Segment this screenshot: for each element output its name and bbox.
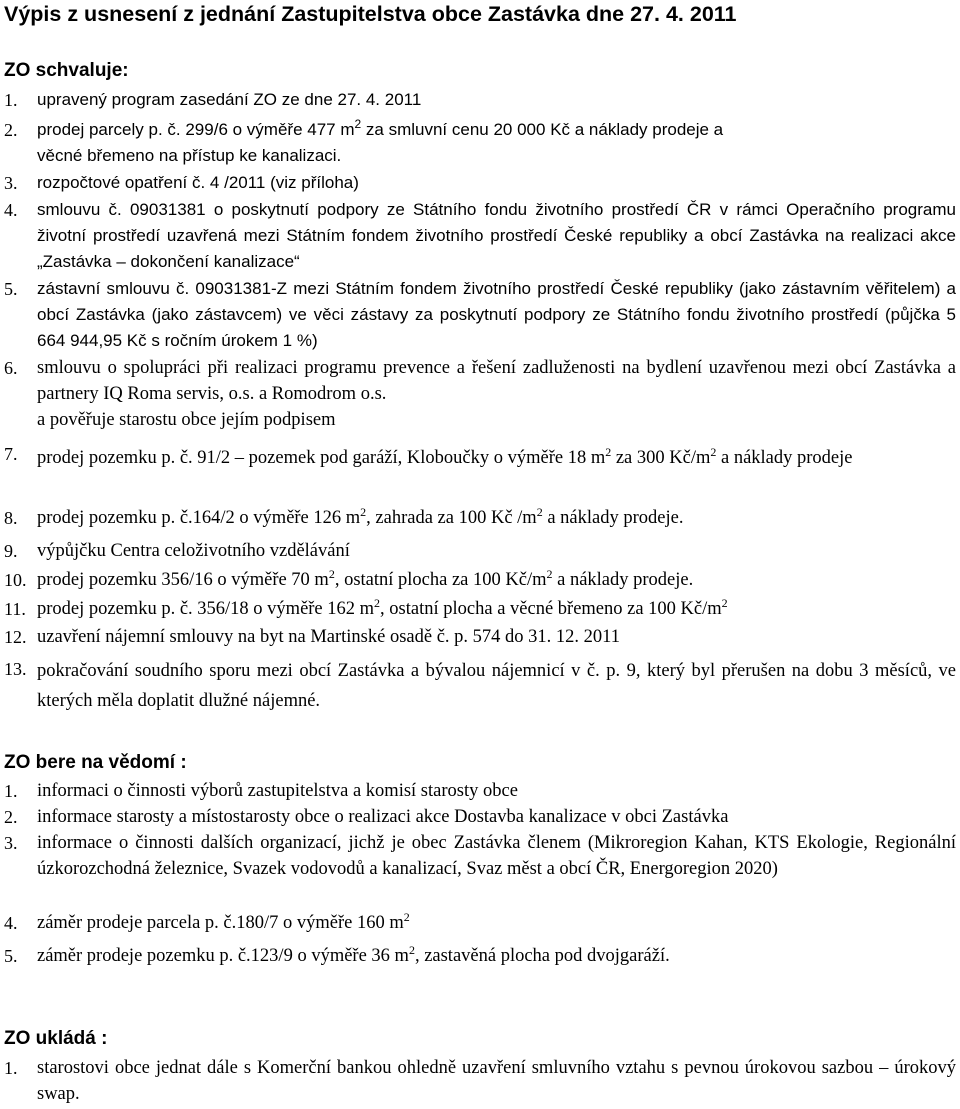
list-item	[4, 87, 956, 113]
item-number: 6.	[4, 358, 18, 378]
item-text: prodej parcely p. č. 299/6 o výměře 477 $m^2$ za smluvní cenu 20 000 Kč a náklady prodeje a věcné břemeno na přístup ke kanalizaci.	[37, 117, 724, 165]
list-item	[4, 505, 956, 531]
list-item	[4, 596, 956, 622]
item-text: zástavní smlouvu č. 09031381-Z mezi Státním fondem životního prostředí České republiky (jako zástavním věřitelem) a obcí Zastávka (jako zástavcem) ve věci zástavy za poskytnutí podpory ze Státního fondu životního prostředí (půjčka 5 664 944,95 Kč s ročním úrokem 1 %)	[37, 279, 956, 350]
list-item	[4, 567, 956, 593]
list-item	[4, 355, 956, 433]
item-text: prodej pozemku p. č. 91/2 – pozemek pod garáží, Kloboučky o výměře 18 $m^2$ za 300 $Kč/m^2$ a náklady prodeje	[37, 445, 853, 468]
item-number: 1.	[4, 781, 18, 801]
item-number: 13.	[4, 659, 27, 679]
list-item	[4, 117, 956, 169]
item-number: 8.	[4, 508, 18, 528]
list-item	[4, 441, 956, 476]
list-item	[4, 197, 956, 275]
item-text: smlouvu o spolupráci při realizaci programu prevence a řešení zadluženosti na bydlení uzavřenou mezi obcí Zastávka a partnery IQ Roma servis, o.s. a Romodrom o.s. a pověřuje starostu obce jejím podpisem	[37, 358, 956, 430]
list-item	[4, 170, 956, 196]
item-number: 5.	[4, 279, 18, 299]
list-item	[4, 778, 956, 804]
item-number: 2.	[4, 807, 18, 827]
item-number: 3.	[4, 833, 18, 853]
item-number: 1.	[4, 90, 18, 110]
item-text: záměr prodeje parcela p. č.180/7 o výměře 160 $m^2$	[37, 910, 410, 933]
list-item	[4, 1055, 956, 1107]
item-text: prodej pozemku p. č. 356/18 o výměře 162 $m^2$, ostatní plocha a věcné břemeno za 100 $Kč/m^2$	[37, 596, 728, 619]
item-text: prodej pozemku p. č.164/2 o výměře 126 $m^2$, zahrada za 100 Kč $/m^2$ a náklady prodeje.	[37, 505, 684, 528]
item-number: 4.	[4, 200, 18, 220]
item-number: 7.	[4, 444, 18, 464]
item-text: informaci o činnosti výborů zastupitelstva a komisí starosty obce	[37, 781, 518, 801]
item-text: smlouvu č. 09031381 o poskytnutí podpory ze Státního fondu životního prostředí ČR v rámci Operačního programu životní prostředí uzavřená mezi Státním fondem životního prostředí České republiky a obcí Zastávka na realizaci akce „Zastávka – dokončení kanalizace“	[37, 200, 956, 271]
item-text: informace o činnosti dalších organizací, jichž je obec Zastávka členem (Mikroregion Kahan, KTS Ekologie, Regionální úzkorozchodná železnice, Svazek vodovodů a kanalizací, Svaz měst a obcí ČR, Energoregion 2020)	[37, 833, 956, 879]
list-item	[4, 538, 956, 564]
item-number: 10.	[4, 570, 27, 590]
item-number: 11.	[4, 599, 26, 619]
list-item	[4, 943, 956, 969]
item-number: 9.	[4, 541, 18, 561]
item-text: záměr prodeje pozemku p. č.123/9 o výměře 36 $m^2$, zastavěná plocha pod dvojgaráží.	[37, 943, 670, 966]
list-item	[4, 656, 956, 716]
section-heading-uklada: ZO ukládá :	[4, 1028, 108, 1049]
item-text: rozpočtové opatření č. 4 /2011 (viz příloha)	[37, 173, 359, 192]
item-text: informace starosty a místostarosty obce o realizaci akce Dostavba kanalizace v obci Zastávka	[37, 807, 729, 827]
item-text: starostovi obce jednat dále s Komerční bankou ohledně uzavření smluvního vztahu s pevnou úrokovou sazbou – úrokový swap.	[37, 1058, 956, 1104]
list-item	[4, 910, 956, 936]
item-number: 3.	[4, 173, 18, 193]
item-number: 2.	[4, 120, 18, 140]
item-text: pokračování soudního sporu mezi obcí Zastávka a bývalou nájemnicí v č. p. 9, který byl přerušen na dobu 3 měsíců, ve kterých měla doplatit dlužné nájemné.	[37, 661, 956, 711]
section-heading-schvaluje: ZO schvaluje:	[4, 60, 129, 81]
list-item	[4, 624, 956, 650]
item-text: upravený program zasedání ZO ze dne 27. 4. 2011	[37, 90, 422, 109]
item-text: prodej pozemku 356/16 o výměře 70 $m^2$, ostatní plocha za 100 $Kč/m^2$ a náklady prodeje.	[37, 567, 694, 590]
item-number: 5.	[4, 946, 18, 966]
section-heading-bere-na-vedomi: ZO bere na vědomí :	[4, 752, 187, 773]
item-number: 1.	[4, 1058, 18, 1078]
item-number: 4.	[4, 913, 18, 933]
item-text: uzavření nájemní smlouvy na byt na Martinské osadě č. p. 574 do 31. 12. 2011	[37, 627, 620, 647]
item-text: výpůjčku Centra celoživotního vzdělávání	[37, 541, 350, 561]
list-item	[4, 830, 956, 882]
list-item	[4, 276, 956, 354]
document-title: Výpis z usnesení z jednání Zastupitelstva obce Zastávka dne 27. 4. 2011	[4, 2, 737, 26]
item-number: 12.	[4, 627, 27, 647]
list-item	[4, 804, 956, 830]
